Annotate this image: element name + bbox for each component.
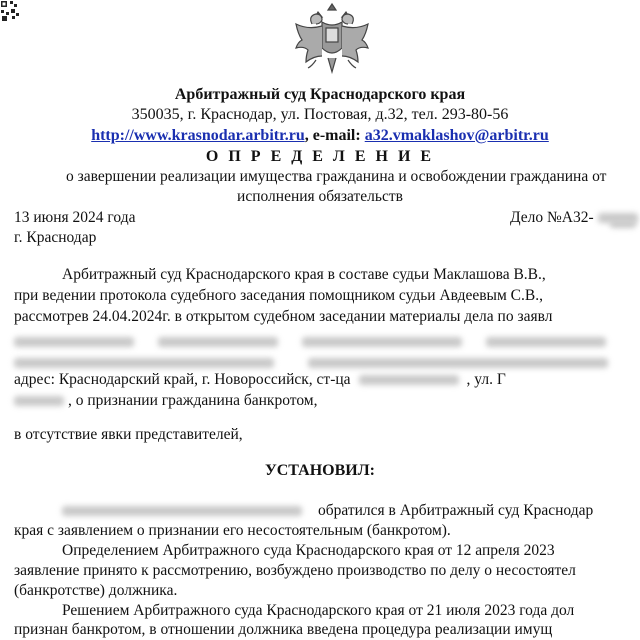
court-name: Арбитражный суд Краснодарского края — [174, 86, 466, 103]
intro-line-3: рассмотрев 24.04.2024г. в открытом судебном заседании материалы дела по заявл — [14, 308, 553, 325]
intro-line-5 — [14, 392, 317, 410]
established-p1-line-1-text: обратился в Арбитражный суд Краснодар — [318, 502, 594, 519]
established-p2-line-2: заявление принято к рассмотрению, возбуждено производство по делу о несостоятел — [14, 562, 576, 579]
redacted-line-debtor-name — [14, 333, 640, 345]
redacted-settlement — [359, 375, 459, 385]
qr-code-icon — [0, 0, 20, 22]
established-p2-line-1: Определением Арбитражного суда Краснодарского края от 12 апреля 2023 — [62, 542, 555, 559]
intro-line-4-address: адрес: Краснодарский край, г. Новороссийск, ст-ца — [14, 371, 351, 388]
intro-line-4-street: , ул. Г — [466, 371, 506, 388]
document-city: г. Краснодар — [14, 229, 97, 246]
established-p1-line-1 — [62, 502, 593, 520]
redacted-corner-mark — [610, 215, 640, 245]
intro-line-2: при ведении протокола судебного заседания помощником судьи Авдеевым С.В., — [14, 287, 543, 304]
redacted-debtor-name — [62, 506, 302, 516]
website-link[interactable]: http://www.krasnodar.arbitr.ru — [91, 127, 305, 144]
court-address: 350035, г. Краснодар, ул. Постовая, д.32, тел. 293-80-56 — [131, 106, 509, 123]
established-heading: УСТАНОВИЛ: — [265, 462, 375, 479]
intro-line-1: Арбитражный суд Краснодарского края в составе судьи Маклашова В.В., — [62, 266, 546, 283]
email-link[interactable]: a32.vmaklashov@arbitr.ru — [364, 127, 549, 144]
absence-statement: в отсутствие явки представителей, — [14, 426, 243, 443]
intro-line-4 — [14, 371, 506, 389]
established-p3-line-2: признан банкротом, в отношении должника введена процедура реализации имущ — [14, 621, 553, 638]
established-p2-line-3: (банкротстве) должника. — [14, 582, 178, 599]
contact-links — [0, 127, 640, 145]
double-headed-eagle-emblem-icon — [292, 0, 372, 78]
established-p3-line-1: Решением Арбитражного суда Краснодарского края от 21 июля 2023 года дол — [62, 602, 575, 619]
case-number-label: Дело №А32- — [510, 209, 594, 226]
established-p1-line-2: края с заявлением о признании его несостоятельным (банкротом). — [14, 522, 451, 539]
document-subject-line-2: исполнения обязательств — [237, 188, 403, 205]
document-subject-line-1: о завершении реализации имущества гражданина и освобождении гражданина от — [66, 168, 607, 185]
document-date: 13 июня 2024 года — [14, 209, 136, 226]
intro-line-5-text: , о признании гражданина банкротом, — [68, 392, 318, 409]
email-label: , e-mail: — [304, 127, 365, 144]
document-title: О П Р Е Д Е Л Е Н И Е — [205, 148, 435, 165]
redacted-house-number — [14, 396, 64, 406]
redacted-line-debtor-details — [14, 354, 640, 366]
